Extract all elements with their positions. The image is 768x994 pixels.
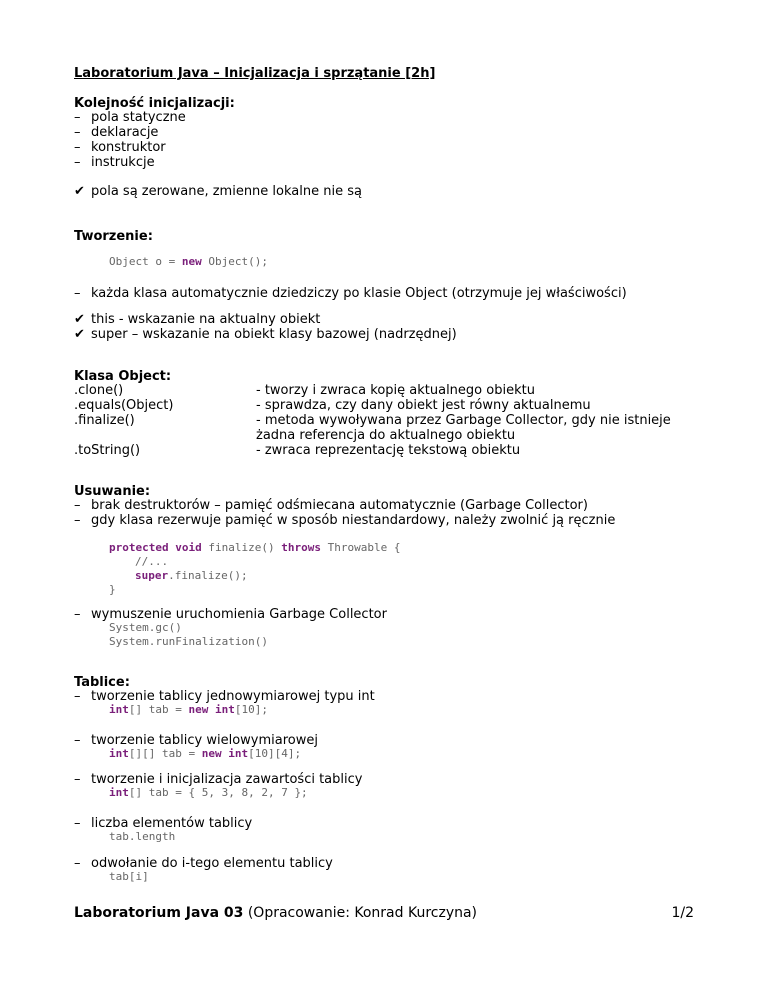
list-item [74,155,155,170]
list-item-text: tworzenie tablicy wielowymiarowej [91,733,318,748]
check-note-text: this - wskazanie na aktualny obiekt [91,312,321,327]
list-item [74,286,627,301]
list-item [74,140,166,155]
code-line: System.runFinalization() [109,635,268,648]
code-comment: //... [135,555,169,568]
dash-bullet: – [74,140,81,155]
footer-author: (Opracowanie: Konrad Kurczyna) [243,905,478,921]
method-name: .clone() [74,383,124,398]
checkmark-icon: ✔ [74,312,85,327]
method-description: - tworzy i zwraca kopię aktualnego obiektu [256,383,535,398]
code-line [109,786,308,800]
dash-bullet: – [74,155,81,170]
code-keyword: void [175,541,202,554]
code-keyword: super [135,569,169,582]
list-item [74,513,615,528]
list-item-text: każda klasa automatycznie dziedziczy po klasie Object (otrzymuje jej właściwości) [91,286,627,301]
page-number: 1/2 [671,905,694,921]
method-description: - metoda wywoływana przez Garbage Collector, gdy nie istnieje [256,413,671,428]
dash-bullet: – [74,125,81,140]
checkmark-icon: ✔ [74,327,85,342]
list-item [74,733,318,748]
init-order-heading: Kolejność inicjalizacji: [74,96,235,111]
method-name: .toString() [74,443,141,458]
list-item-text: pola statyczne [91,110,186,125]
list-item [74,816,252,831]
list-item-text: tworzenie i inicjalizacja zawartości tablicy [91,772,363,787]
code-keyword: throws [281,541,321,554]
code-keyword: int [109,786,129,799]
code-text [208,703,215,716]
list-item-text: odwołanie do i-tego elementu tablicy [91,856,333,871]
method-description: żadna referencja do aktualnego obiektu [256,428,516,443]
list-item [74,125,158,140]
list-item-text: deklaracje [91,125,159,140]
removal-heading: Usuwanie: [74,484,151,499]
code-text: finalize() [201,541,282,554]
list-item [74,498,588,513]
creation-heading: Tworzenie: [74,229,153,244]
code-line [109,703,268,717]
list-item-text: tworzenie tablicy jednowymiarowej typu int [91,689,375,704]
method-name: .equals(Object) [74,398,174,413]
list-item [74,856,333,871]
dash-bullet: – [74,856,81,871]
code-text: [] tab = { 5, 3, 8, 2, 7 }; [128,786,308,799]
dash-bullet: – [74,607,81,622]
code-keyword: int [214,703,235,716]
list-item-text: wymuszenie uruchomienia Garbage Collector [91,607,387,622]
list-item-text: konstruktor [91,140,166,155]
code-line: tab.length [109,830,176,843]
footer-text [74,905,477,922]
dash-bullet: – [74,689,81,704]
code-line [109,255,268,269]
code-line [109,747,301,761]
dash-bullet: – [74,110,81,125]
dash-bullet: – [74,513,81,528]
footer-bold: Laboratorium Java 03 [74,905,244,921]
dash-bullet: – [74,772,81,787]
code-keyword: new [181,255,202,268]
code-keyword: new [188,703,209,716]
method-description: - sprawdza, czy dany obiekt jest równy aktualnemu [256,398,591,413]
list-item [74,772,362,787]
check-note [74,327,457,342]
code-line: tab[i] [109,870,149,883]
code-text: [10][4]; [248,747,302,760]
code-line: System.gc() [109,621,182,634]
code-text: Throwable { [320,541,401,554]
page-title: Laboratorium Java – Inicjalizacja i sprzątanie [2h] [74,66,436,81]
dash-bullet: – [74,286,81,301]
method-description: - zwraca reprezentację tekstową obiektu [256,443,521,458]
list-item-text: brak destruktorów – pamięć odśmiecana automatycznie (Garbage Collector) [91,498,588,513]
method-name: .finalize() [74,413,135,428]
dash-bullet: – [74,816,81,831]
code-line: } [109,583,116,596]
list-item [74,607,387,622]
list-item [74,110,186,125]
list-item [74,689,375,704]
object-class-heading: Klasa Object: [74,369,172,384]
code-text: [] tab = [128,703,189,716]
check-note [74,184,362,199]
code-line [109,541,400,555]
checkmark-icon: ✔ [74,184,85,199]
list-item-text: liczba elementów tablicy [91,816,253,831]
list-item-text: instrukcje [91,155,155,170]
list-item-text: gdy klasa rezerwuje pamięć w sposób niestandardowy, należy zwolnić ją ręcznie [91,513,616,528]
check-note-text: super – wskazanie na obiekt klasy bazowej (nadrzędnej) [91,327,457,342]
code-text: [][] tab = [128,747,202,760]
code-line [135,569,248,583]
code-keyword: int [109,747,129,760]
dash-bullet: – [74,733,81,748]
code-keyword: new [201,747,222,760]
arrays-heading: Tablice: [74,675,130,690]
code-keyword: int [228,747,249,760]
check-note-text: pola są zerowane, zmienne lokalne nie są [91,184,362,199]
dash-bullet: – [74,498,81,513]
code-text: .finalize(); [168,569,248,582]
check-note [74,312,320,327]
code-text: Object o = [109,255,182,268]
code-text: [10]; [234,703,268,716]
code-text: Object(); [201,255,268,268]
code-keyword: int [109,703,129,716]
code-keyword: protected [109,541,169,554]
